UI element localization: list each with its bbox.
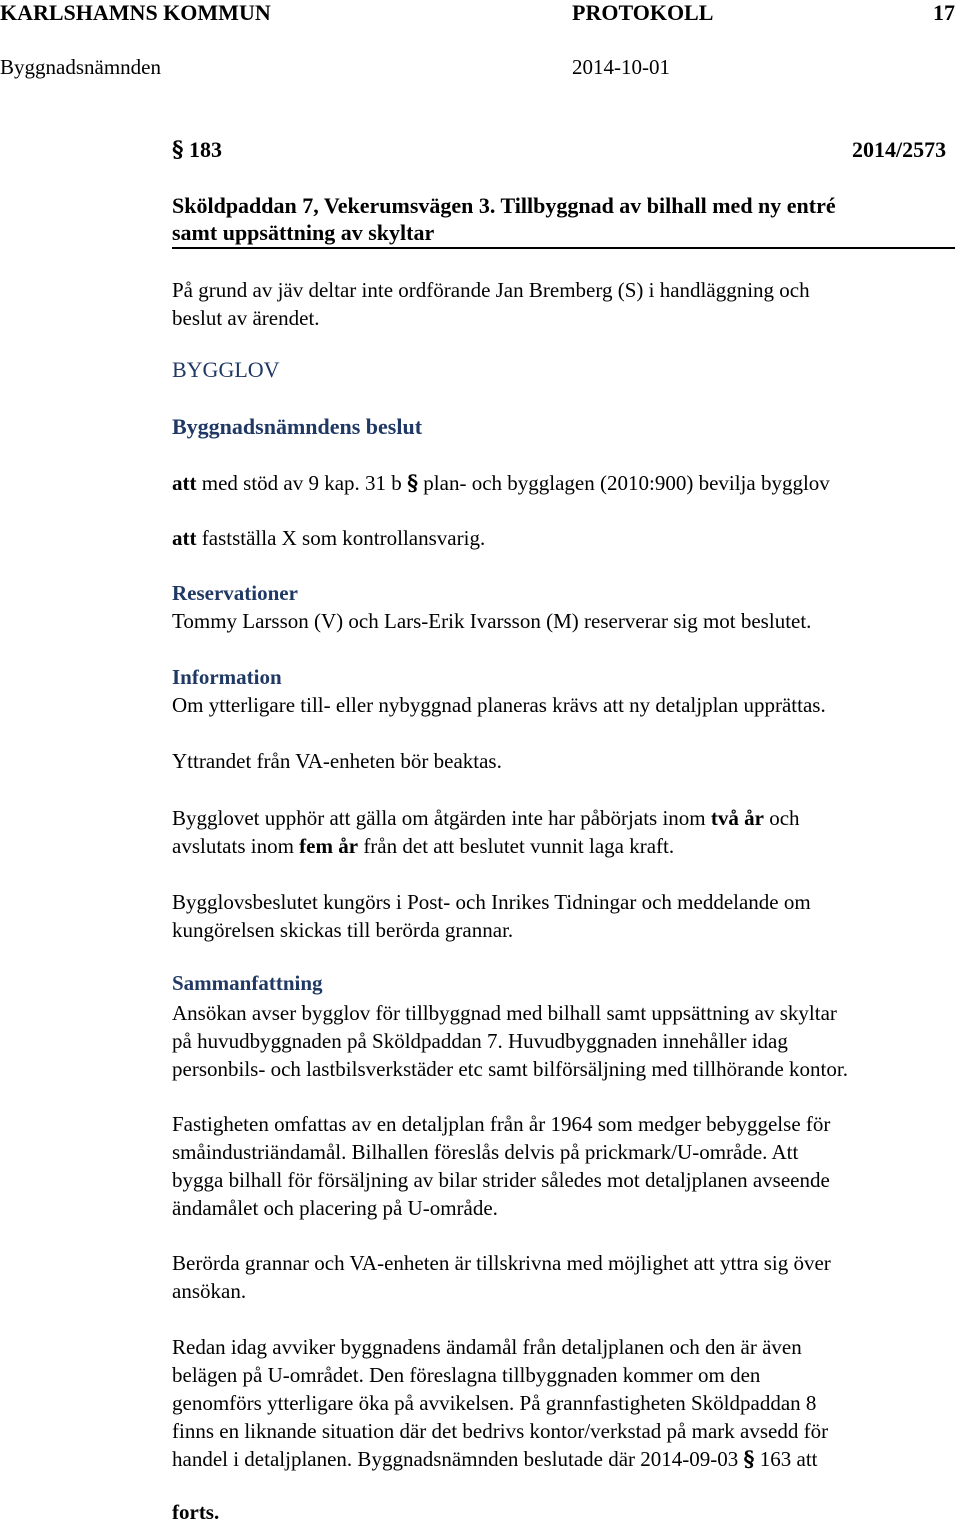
validity-line2: avslutats inom fem år från det att beslutet vunnit laga kraft. [172, 834, 675, 858]
title-underline [172, 247, 955, 249]
summary-line: småindustriändamål. Bilhallen föreslås delvis på prickmark/U-område. Att [172, 1140, 799, 1164]
summary-line: belägen på U-området. Den föreslagna tillbyggnaden kommer om den [172, 1363, 761, 1387]
information-heading: Information [172, 665, 282, 689]
section-sign-icon: § [172, 137, 184, 163]
item-number [172, 137, 222, 163]
decision-1 [172, 470, 830, 496]
item-title-line1: Sköldpaddan 7, Vekerumsvägen 3. Tillbyggnad av bilhall med ny entré [172, 193, 836, 218]
org-name: KARLSHAMNS KOMMUN [0, 0, 271, 25]
case-number: 2014/2573 [852, 137, 947, 162]
beslut-heading: Byggnadsnämndens beslut [172, 414, 423, 439]
item-number-value: 183 [189, 137, 223, 162]
page-number: 17 [933, 0, 955, 25]
decision-2 [172, 526, 485, 551]
summary-paragraph-1 [172, 999, 932, 1083]
summary-line: ansökan. [172, 1279, 247, 1303]
summary-line: på huvudbyggnaden på Sköldpaddan 7. Huvudbyggnaden innehåller idag [172, 1029, 788, 1053]
decision-1-post: plan- och bygglagen (2010:900) bevilja bygglov [418, 471, 830, 495]
jav-line1: På grund av jäv deltar inte ordförande Jan Bremberg (S) i handläggning och [172, 278, 810, 302]
summary-line: Redan idag avviker byggnadens ändamål från detaljplanen och den är även [172, 1335, 802, 1359]
summary-line: Fastigheten omfattas av en detaljplan från år 1964 som medger bebyggelse för [172, 1112, 831, 1136]
reservationer-heading: Reservationer [172, 581, 298, 605]
decision-2-text: fastställa X som kontrollansvarig. [196, 526, 486, 550]
decision-att: att [172, 526, 197, 550]
summary-paragraph-2 [172, 1110, 932, 1222]
publish-line2: kungörelsen skickas till berörda grannar. [172, 918, 514, 942]
validity-finish-period: fem år [299, 834, 359, 858]
summary-paragraph-3 [172, 1249, 932, 1305]
doc-type: PROTOKOLL [572, 0, 714, 25]
decision-1-pre: med stöd av 9 kap. 31 b [196, 471, 408, 495]
summary-line: handel i detaljplanen. Byggnadsnämnden beslutade där 2014-09-03 § 163 att [172, 1446, 818, 1471]
information-text-2: Yttrandet från VA-enheten bör beaktas. [172, 749, 502, 773]
validity-start-period: två år [710, 806, 764, 830]
section-sign-icon: § [407, 470, 419, 495]
publish-paragraph [172, 888, 932, 944]
validity-paragraph [172, 804, 932, 860]
item-title-line2: samt uppsättning av skyltar [172, 220, 435, 245]
summary-line: genomförs ytterligare öka på avvikelsen. På grannfastigheten Sköldpaddan 8 [172, 1391, 817, 1415]
summary-line: ändamålet och placering på U-område. [172, 1196, 498, 1220]
meeting-date: 2014-10-01 [572, 55, 670, 79]
jav-line2: beslut av ärendet. [172, 306, 320, 330]
summary-line: Berörda grannar och VA-enheten är tillskrivna med möjlighet att yttra sig över [172, 1251, 831, 1275]
decision-att: att [172, 471, 197, 495]
validity-line1: Bygglovet upphör att gälla om åtgärden inte har påbörjats inom två år och [172, 806, 800, 830]
summary-line: personbils- och lastbilsverkstäder etc samt bilförsäljning med tillhörande kontor. [172, 1057, 848, 1081]
committee-name: Byggnadsnämnden [0, 55, 161, 79]
section-sign-icon: § [743, 1446, 755, 1471]
summary-line: finns en liknande situation där det bedrivs kontor/verkstad på mark avsedd för [172, 1419, 829, 1443]
summary-line: bygga bilhall för försäljning av bilar strider således mot detaljplanen avseende [172, 1168, 830, 1192]
jav-paragraph [172, 276, 932, 332]
summary-paragraph-4 [172, 1333, 932, 1473]
continued-marker: forts. [172, 1500, 220, 1524]
bygglov-heading: BYGGLOV [172, 357, 280, 382]
publish-line1: Bygglovsbeslutet kungörs i Post- och Inrikes Tidningar och meddelande om [172, 890, 811, 914]
reservationer-text: Tommy Larsson (V) och Lars-Erik Ivarsson (M) reserverar sig mot beslutet. [172, 609, 812, 633]
information-text-1: Om ytterligare till- eller nybyggnad planeras krävs att ny detaljplan upprättas. [172, 693, 826, 717]
sammanfattning-heading: Sammanfattning [172, 971, 323, 995]
summary-line: Ansökan avser bygglov för tillbyggnad med bilhall samt uppsättning av skyltar [172, 1001, 837, 1025]
